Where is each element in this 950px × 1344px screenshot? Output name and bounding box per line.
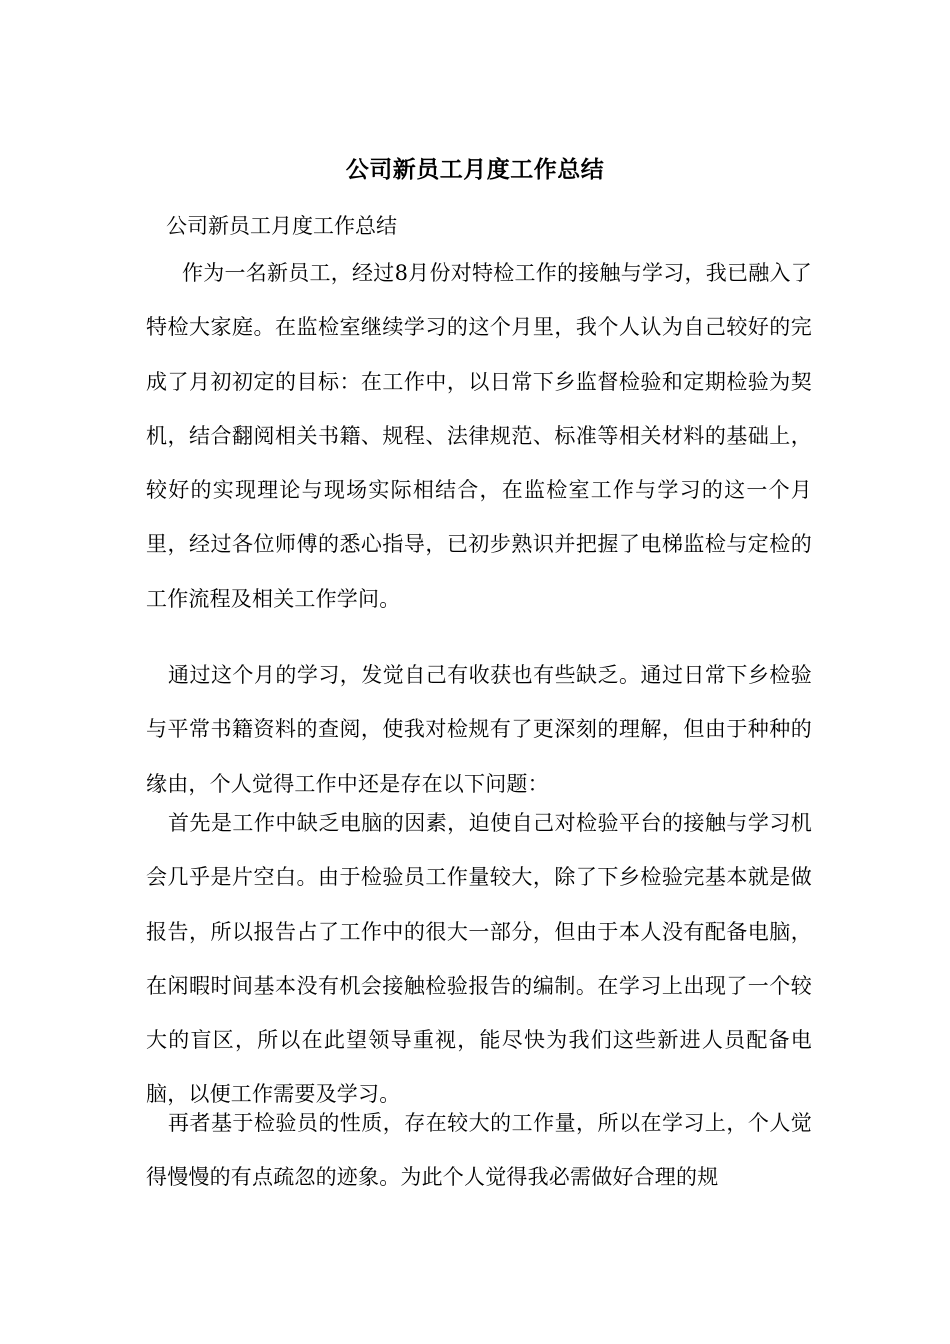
- paragraph-issue-computer: 首先是工作中缺乏电脑的因素，迫使自己对检验平台的接触与学习机会几乎是片空白。由于检验员工作量较大，除了下乡检验完基本就是做报告，所以报告占了工作中的很大一部分，但由于本人没有配备电脑，在闲暇时间基本没有机会接触检验报告的编制。在学习上出现了一个较大的盲区，所以在此望领导重视，能尽快为我们这些新进人员配备电脑，以便工作需要及学习。: [146, 811, 812, 1107]
- paragraph-intro: 作为一名新员工，经过8月份对特检工作的接触与学习，我已融入了特检大家庭。在监检室继续学习的这个月里，我个人认为自己较好的完成了月初初定的目标：在工作中，以日常下乡监督检验和定期检验为契机，结合翻阅相关书籍、规程、法律规范、标准等相关材料的基础上，较好的实现理论与现场实际相结合，在监检室工作与学习的这一个月里，经过各位师傅的悉心指导，已初步熟识并把握了电梯监检与定检的工作流程及相关工作学问。: [146, 261, 812, 611]
- paragraph-issue-workload: 再者基于检验员的性质，存在较大的工作量，所以在学习上，个人觉得慢慢的有点疏忽的迹象。为此个人觉得我必需做好合理的规: [146, 1111, 812, 1190]
- document-subtitle: 公司新员工月度工作总结: [166, 214, 397, 238]
- document-title: 公司新员工月度工作总结: [345, 156, 605, 183]
- paragraph-reflection: 通过这个月的学习，发觉自己有收获也有些缺乏。通过日常下乡检验与平常书籍资料的查阅，使我对检规有了更深刻的理解，但由于种种的缘由，个人觉得工作中还是存在以下问题：: [146, 663, 812, 796]
